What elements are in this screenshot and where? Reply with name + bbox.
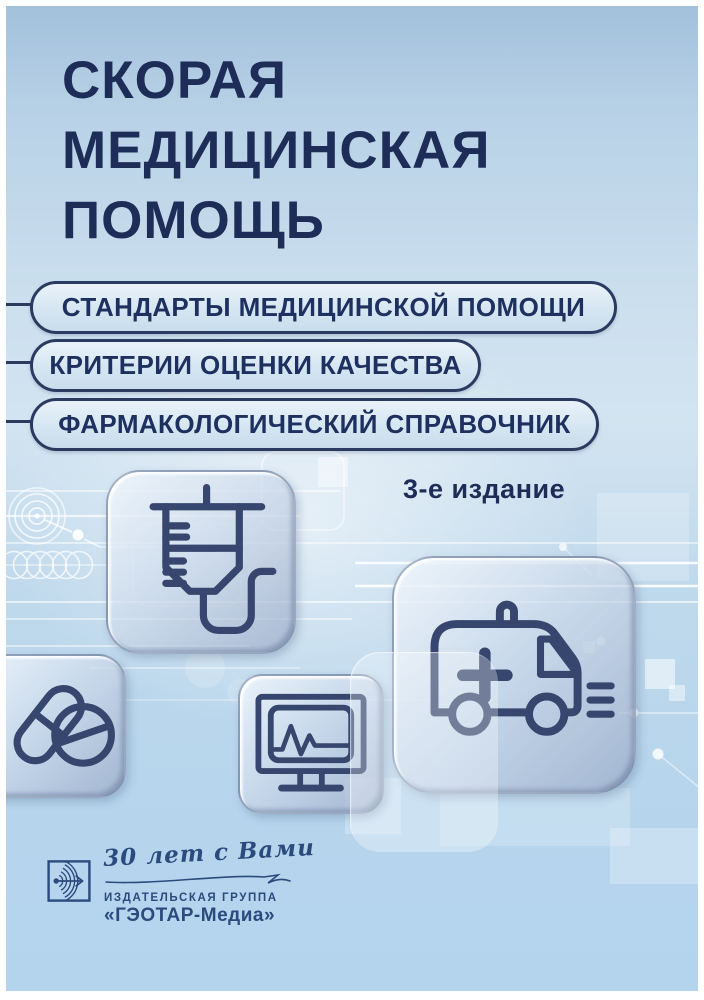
publisher-text-block: [102, 833, 334, 927]
publisher-anniversary-script: 30 лет с Вами: [102, 833, 316, 872]
banner-pharma-reference-label: ФАРМАКОЛОГИЧЕСКИЙ СПРАВОЧНИК: [58, 409, 571, 439]
edition-note: 3-е издание: [403, 474, 566, 504]
script-flourish-underline: [104, 873, 304, 885]
pills-icon: [6, 668, 124, 786]
pills-tile: [0, 654, 126, 798]
book-title-line-2: МЕДИЦИНСКАЯ: [62, 121, 491, 180]
banner-standards-label: СТАНДАРТЫ МЕДИЦИНСКОЙ ПОМОЩИ: [61, 292, 586, 322]
banner-standards: [30, 281, 617, 334]
book-title: [62, 46, 490, 256]
banner-connector-line-1: [0, 303, 33, 306]
book-title-line-1: СКОРАЯ: [62, 51, 287, 110]
banner-connector-line-3: [0, 420, 33, 423]
book-title-line-3: ПОМОЩЬ: [62, 191, 325, 250]
publisher-brand-name: «ГЭОТАР-Медиа»: [104, 905, 276, 926]
iv-drip-tile: [106, 470, 296, 654]
banner-pharma-reference: [30, 398, 599, 451]
iv-drip-icon: [121, 478, 281, 644]
radiating-waves-arrow-icon: [44, 857, 94, 905]
banner-connector-line-2: [0, 361, 33, 364]
banner-quality-criteria-label: КРИТЕРИИ ОЦЕНКИ КАЧЕСТВА: [49, 350, 462, 380]
glass-pane-decoration: [350, 652, 498, 852]
banner-quality-criteria: [30, 339, 481, 392]
publisher-group-line: ИЗДАТЕЛЬСКАЯ ГРУППА: [104, 892, 278, 904]
